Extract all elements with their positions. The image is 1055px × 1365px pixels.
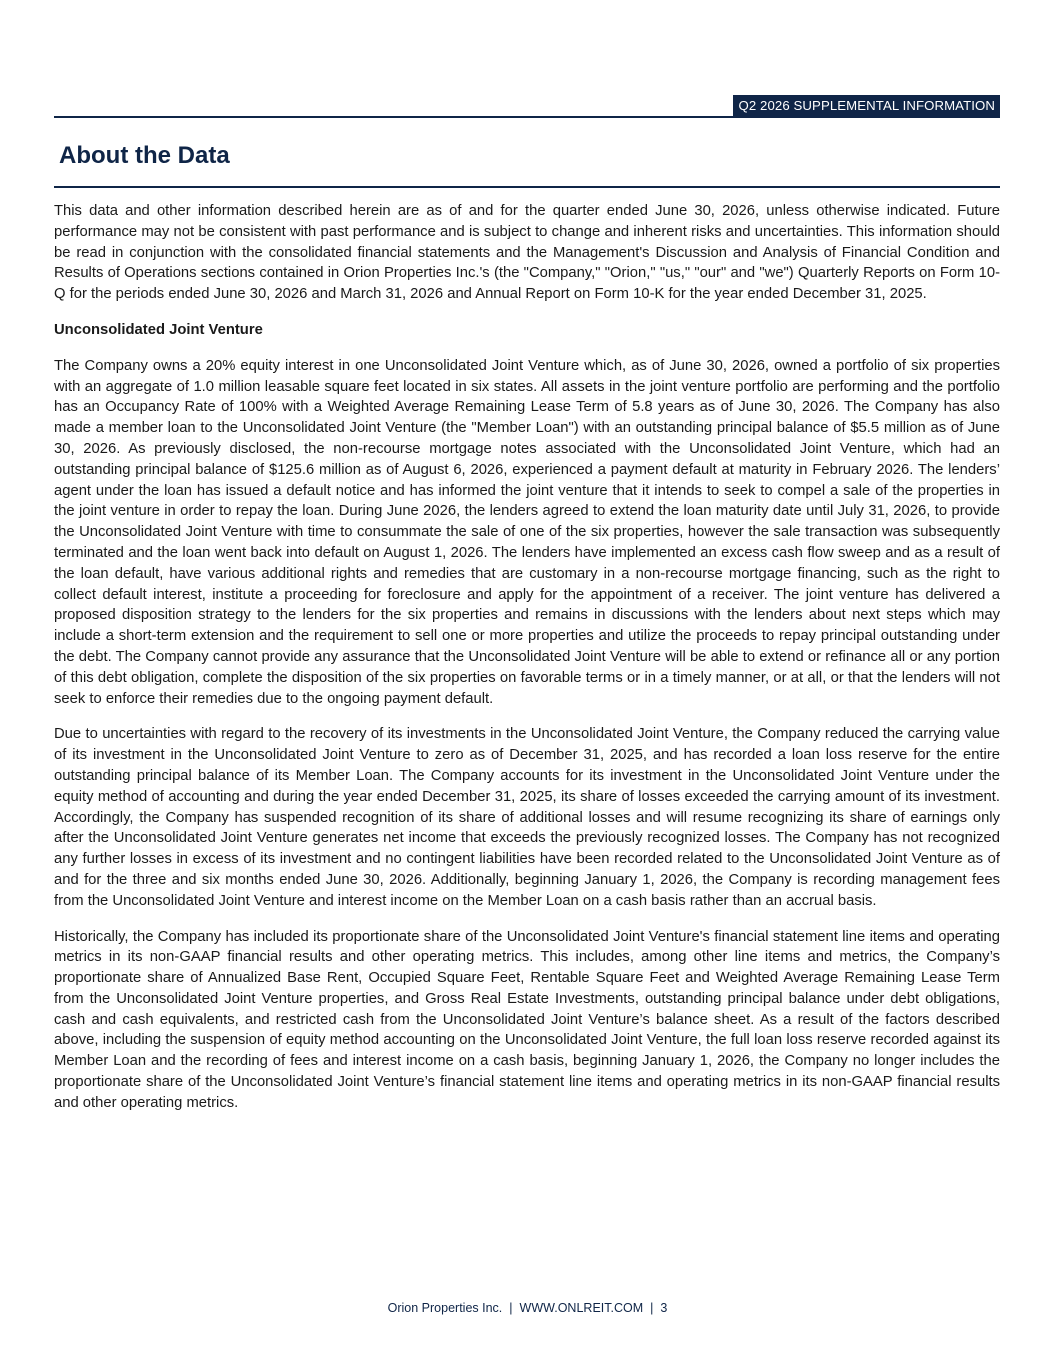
page-footer bbox=[0, 1300, 1055, 1316]
document-body bbox=[54, 201, 1000, 1129]
jv-overview-paragraph: The Company owns a 20% equity interest in one Unconsolidated Joint Venture which, as of June 30, 2026, owned a portfolio of six properties with an aggregate of 1.0 million leasable square feet located in six states. All assets in the joint venture portfolio are performing and the portfolio has an Occupancy Rate of 100% with a Weighted Average Remaining Lease Term of 5.8 years as of June 30, 2026. The Company has also made a member loan to the Unconsolidated Joint Venture (the "Member Loan") with an outstanding principal balance of $5.5 million as of June 30, 2026. As previously disclosed, the non-recourse mortgage notes associated with the Unconsolidated Joint Venture, which had an outstanding principal balance of $125.6 million as of August 6, 2026, experienced a payment default at maturity in February 2026. The lenders’ agent under the loan has issued a default notice and has informed the joint venture that it intends to seek to compel a sale of the properties in the joint venture in order to repay the loan. During June 2026, the lenders agreed to extend the loan maturity date until July 31, 2026, to provide the Unconsolidated Joint Venture with time to consummate the sale of one of the six properties, however the sale transaction was subsequently terminated and the loan went back into default on August 1, 2026. The lenders have implemented an excess cash flow sweep and as a result of the loan default, have various additional rights and remedies that are customary in a non-recourse mortgage financing, such as the right to collect default interest, institute a proceeding for foreclosure and apply for the appointment of a receiver. The joint venture has delivered a proposed disposition strategy to the lenders for the six properties and remains in discussions with the lenders about next steps which may include a short-term extension and the requirement to sell one or more properties and utilize the proceeds to repay principal outstanding under the debt. The Company cannot provide any assurance that the Unconsolidated Joint Venture will be able to extend or refinance all or any portion of this debt obligation, complete the disposition of the six properties on favorable terms or in a timely manner, or at all, or that the lenders will not seek to enforce their remedies due to the ongoing payment default. bbox=[54, 357, 1000, 707]
footer-page-number: 3 bbox=[660, 1301, 668, 1315]
header-divider bbox=[54, 116, 1000, 118]
title-divider bbox=[54, 186, 1000, 188]
footer-separator: | bbox=[650, 1301, 654, 1315]
footer-separator: | bbox=[509, 1301, 513, 1315]
report-section-tab: Q2 2026 SUPPLEMENTAL INFORMATION bbox=[733, 95, 1000, 117]
jv-metrics-paragraph: Historically, the Company has included its proportionate share of the Unconsolidated Joint Venture's financial statement line items and operating metrics in its non-GAAP financial results and other operating metrics. This includes, among other line items and metrics, the Company’s proportionate share of Annualized Base Rent, Occupied Square Feet, Rentable Square Feet and Weighted Average Remaining Lease Term from the Unconsolidated Joint Venture properties, and Gross Real Estate Investments, outstanding principal balance under debt obligations, cash and cash equivalents, and restricted cash from the Unconsolidated Joint Venture’s balance sheet. As a result of the factors described above, including the suspension of equity method accounting on the Unconsolidated Joint Venture, the full loan loss reserve recorded against its Member Loan and the recording of fees and interest income on a cash basis, beginning January 1, 2026, the Company no longer includes the proportionate share of the Unconsolidated Joint Venture’s financial statement line items and operating metrics in its non-GAAP financial results and other operating metrics. bbox=[54, 928, 1000, 1111]
footer-company: Orion Properties Inc. bbox=[387, 1301, 503, 1315]
jv-accounting-paragraph: Due to uncertainties with regard to the recovery of its investments in the Unconsolidated Joint Venture, the Company reduced the carrying value of its investment in the Unconsolidated Joint Venture to zero as of December 31, 2025, and has recorded a loan loss reserve for the entire outstanding principal balance of its Member Loan. The Company accounts for its investment in the Unconsolidated Joint Venture under the equity method of accounting and during the year ended December 31, 2025, its share of losses exceeded the carrying amount of its investment. Accordingly, the Company has suspended recognition of its share of additional losses and will resume recognizing its share of earnings only after the Unconsolidated Joint Venture generates net income that exceeds the previously recognized losses. The Company has not recognized any further losses in excess of its investment and no contingent liabilities have been recorded related to the Unconsolidated Joint Venture as of and for the three and six months ended June 30, 2026. Additionally, beginning January 1, 2026, the Company is recording management fees from the Unconsolidated Joint Venture and interest income on the Member Loan on a cash basis rather than an accrual basis. bbox=[54, 726, 1000, 909]
intro-paragraph: This data and other information described herein are as of and for the quarter ended June 30, 2026, unless otherwise indicated. Future performance may not be consistent with past performance and is subject to change and inherent risks and uncertainties. This information should be read in conjunction with the consolidated financial statements and the Management's Discussion and Analysis of Financial Condition and Results of Operations sections contained in Orion Properties Inc.'s (the "Company," "Orion," "us," "our" and "we") Quarterly Reports on Form 10-Q for the periods ended June 30, 2026 and March 31, 2026 and Annual Report on Form 10-K for the year ended December 31, 2025. bbox=[54, 203, 1000, 303]
section-heading: Unconsolidated Joint Venture bbox=[54, 321, 263, 338]
page-title: About the Data bbox=[59, 142, 230, 169]
footer-website-link[interactable]: WWW.ONLREIT.COM bbox=[519, 1301, 644, 1315]
